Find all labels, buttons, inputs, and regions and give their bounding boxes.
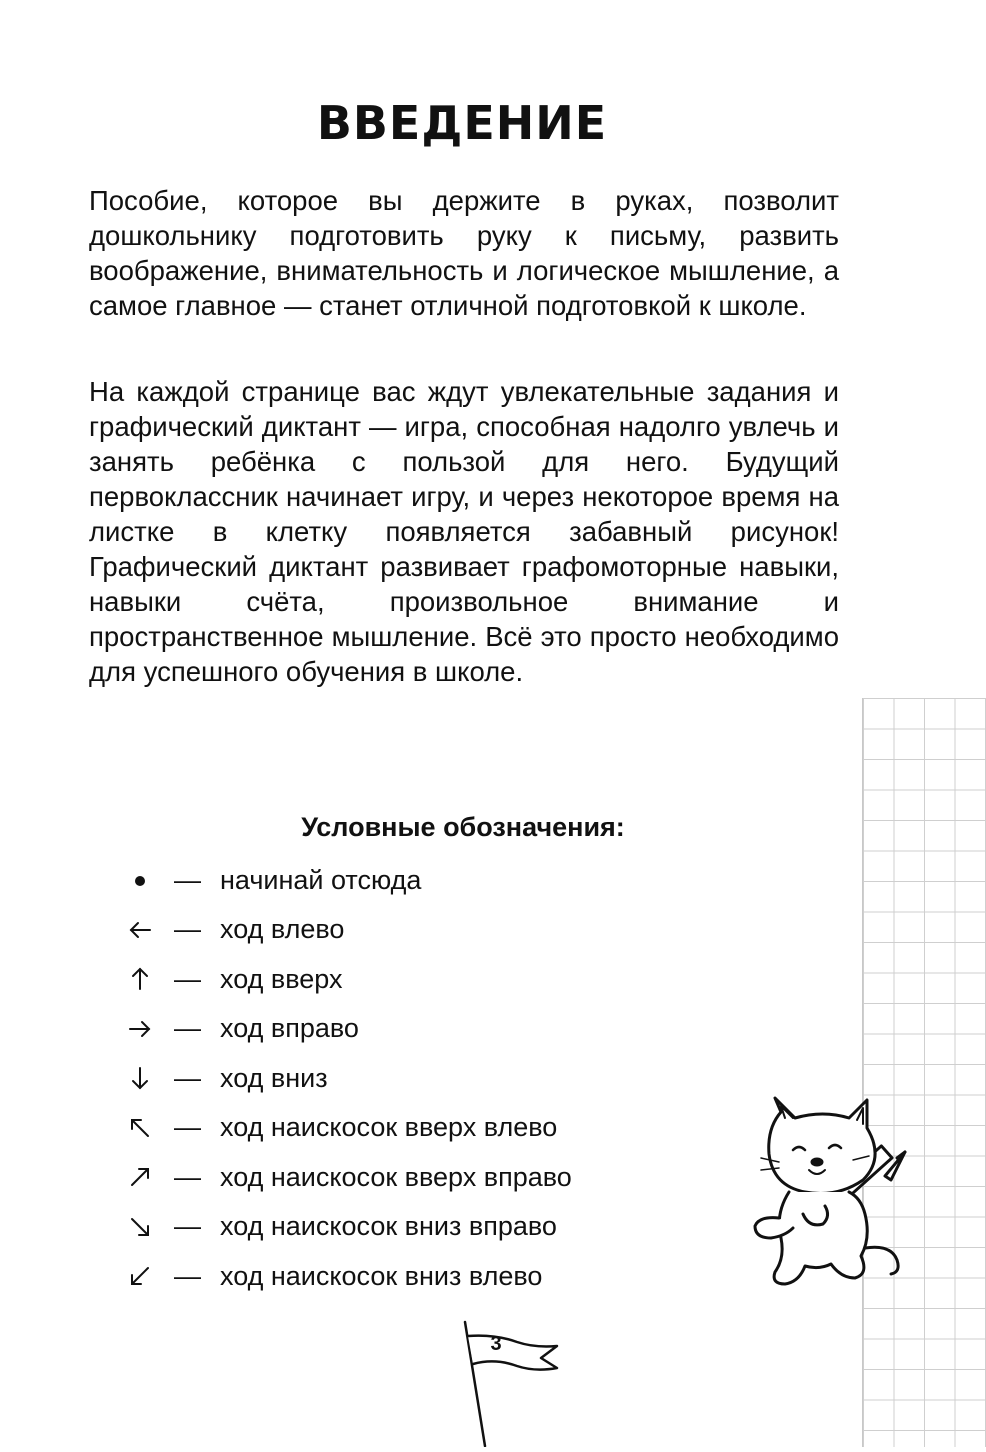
legend-item-up — [122, 961, 343, 997]
page-flag-icon — [455, 1318, 565, 1447]
graph-paper-strip — [862, 698, 986, 1447]
legend-item-up-left — [122, 1110, 557, 1146]
arrow-up-icon — [122, 961, 158, 997]
legend-item-left — [122, 912, 344, 948]
legend-dash: — — [174, 1062, 201, 1093]
legend-label: начинай отсюда — [220, 864, 422, 895]
legend-item-right — [122, 1011, 359, 1047]
intro-paragraph-2: На каждой странице вас ждут увлекательные задания и графический диктант — игра, способная надолго увлечь и занять ребёнка с пользой для него. Будущий первоклассник начинает игру, и через некоторое время на листке в клетку появляется забавный рисунок! Графический диктант развивает графомоторные навыки, навыки счёта, произвольное внимание и пространственное мышление. Всё это просто необходимо для успешного обучения в школе. — [89, 376, 839, 687]
legend-dash: — — [174, 864, 201, 895]
legend-item-start — [122, 862, 421, 898]
legend-label: ход влево — [220, 914, 345, 944]
arrow-up-left-icon — [122, 1110, 158, 1146]
legend-label: ход наискосок вверх влево — [220, 1112, 558, 1142]
legend-label: ход наискосок вниз влево — [220, 1260, 543, 1291]
arrow-down-left-icon — [122, 1258, 158, 1294]
legend-label: ход вверх — [220, 963, 343, 994]
legend-label: ход наискосок вверх вправо — [220, 1161, 572, 1192]
arrow-left-icon — [122, 912, 158, 948]
intro-paragraph-1: Пособие, которое вы держите в руках, позволит дошкольнику подготовить руку к письму, развить воображение, внимательность и логическое мышление, а самое главное — станет отличной подготовкой к школе. — [89, 185, 839, 321]
legend-item-up-right — [122, 1159, 572, 1195]
legend-label: ход вниз — [220, 1062, 328, 1093]
dot-icon — [122, 862, 158, 898]
cat-with-pencil-icon — [745, 1088, 915, 1298]
legend-title: Условные обозначения: — [301, 812, 625, 842]
legend-label: ход вправо — [220, 1013, 359, 1043]
legend-dash: — — [174, 1260, 201, 1291]
arrow-right-icon — [122, 1011, 158, 1047]
legend-item-down — [122, 1060, 328, 1096]
page-title: ВВЕДЕНИЕ — [316, 96, 608, 150]
legend-dash: — — [174, 1161, 201, 1192]
page-number: 3 — [490, 1333, 502, 1355]
legend-dash: — — [174, 1112, 201, 1142]
legend-label: ход наискосок вниз вправо — [220, 1211, 557, 1241]
legend-dash: — — [174, 1211, 201, 1241]
legend-item-down-right — [122, 1209, 557, 1245]
legend-dash: — — [174, 914, 201, 944]
arrow-up-right-icon — [122, 1159, 158, 1195]
legend-item-down-left — [122, 1258, 542, 1294]
legend-dash: — — [174, 1013, 201, 1043]
arrow-down-right-icon — [122, 1209, 158, 1245]
legend-dash: — — [174, 963, 201, 994]
arrow-down-icon — [122, 1060, 158, 1096]
